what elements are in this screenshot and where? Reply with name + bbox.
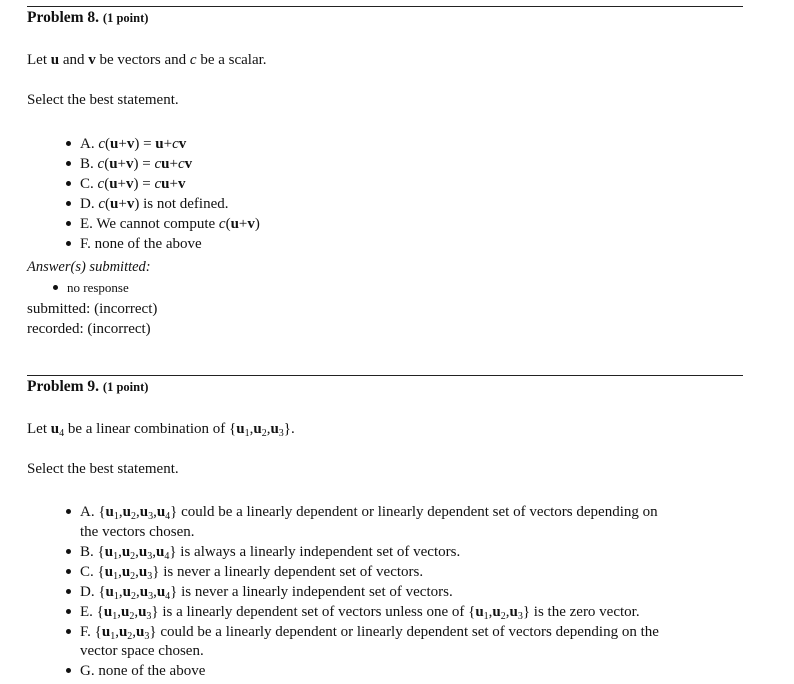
- bullet-icon: [66, 668, 71, 673]
- problem-9-number: Problem 9.: [27, 378, 100, 395]
- problem-8-instruction: Select the best statement.: [27, 92, 179, 108]
- problem-9-option-b[interactable]: B. $\{u_1,u_2,u_3,u_4\}$ is always a linearly independent set of vectors.: [80, 544, 461, 562]
- problem-9-title: [27, 378, 148, 396]
- problem-9-option-a-cont: the vectors chosen.: [80, 524, 195, 540]
- problem-8-option-f[interactable]: F. none of the above: [80, 236, 202, 252]
- problem-9-prompt: Let $u_4$ be a linear combination of $\{u_1,u_2,u_3\}$.: [27, 421, 295, 439]
- problem-8-option-b[interactable]: B. c(u+v) = cu+cv: [80, 156, 193, 172]
- problem-9-option-a[interactable]: A. $\{u_1,u_2,u_3,u_4\}$ could be a linearly dependent or linearly dependent set of vectors depending on: [80, 504, 658, 522]
- problem-8-option-d[interactable]: D. c(u+v) is not defined.: [80, 196, 229, 212]
- bullet-icon: [66, 569, 71, 574]
- bullet-icon: [66, 241, 71, 246]
- divider: [27, 375, 743, 376]
- problem-9-instruction: Select the best statement.: [27, 461, 179, 477]
- problem-9-points: (1 point): [102, 380, 149, 394]
- answers-submitted-label: Answer(s) submitted:: [27, 259, 151, 275]
- bullet-icon: [66, 629, 71, 634]
- bullet-icon: [66, 161, 71, 166]
- problem-8-number: Problem 8.: [27, 9, 100, 26]
- divider: [27, 6, 743, 7]
- bullet-icon: [66, 201, 71, 206]
- bullet-icon: [53, 285, 58, 290]
- bullet-icon: [66, 141, 71, 146]
- problem-8-option-a[interactable]: A. c(u+v) = u+cv: [80, 136, 187, 152]
- problem-8-option-c[interactable]: C. c(u+v) = cu+v: [80, 176, 186, 192]
- problem-9-option-f-cont: vector space chosen.: [80, 643, 204, 659]
- answer-item: no response: [67, 280, 129, 295]
- submitted-status: submitted: (incorrect): [27, 301, 158, 317]
- problem-9-option-f[interactable]: F. $\{u_1,u_2,u_3\}$ could be a linearly dependent or linearly dependent set of vectors depending on the: [80, 624, 659, 642]
- problem-8-points: (1 point): [102, 11, 149, 25]
- problem-8-prompt: Let u and v be vectors and c be a scalar.: [27, 52, 267, 68]
- bullet-icon: [66, 509, 71, 514]
- problem-9-option-e[interactable]: E. $\{u_1,u_2,u_3\}$ is a linearly dependent set of vectors unless one of $\{u_1,u_2,u_3\}$ is the zero vector.: [80, 604, 640, 622]
- bullet-icon: [66, 589, 71, 594]
- bullet-icon: [66, 609, 71, 614]
- problem-9-option-c[interactable]: C. $\{u_1,u_2,u_3\}$ is never a linearly dependent set of vectors.: [80, 564, 424, 582]
- problem-8-option-e[interactable]: E. We cannot compute c(u+v): [80, 216, 260, 232]
- problem-9-option-d[interactable]: D. $\{u_1,u_2,u_3,u_4\}$ is never a linearly independent set of vectors.: [80, 584, 453, 602]
- problem-9-option-g[interactable]: G. none of the above: [80, 663, 206, 679]
- recorded-status: recorded: (incorrect): [27, 321, 151, 337]
- problem-8-title: [27, 9, 148, 27]
- bullet-icon: [66, 181, 71, 186]
- bullet-icon: [66, 549, 71, 554]
- bullet-icon: [66, 221, 71, 226]
